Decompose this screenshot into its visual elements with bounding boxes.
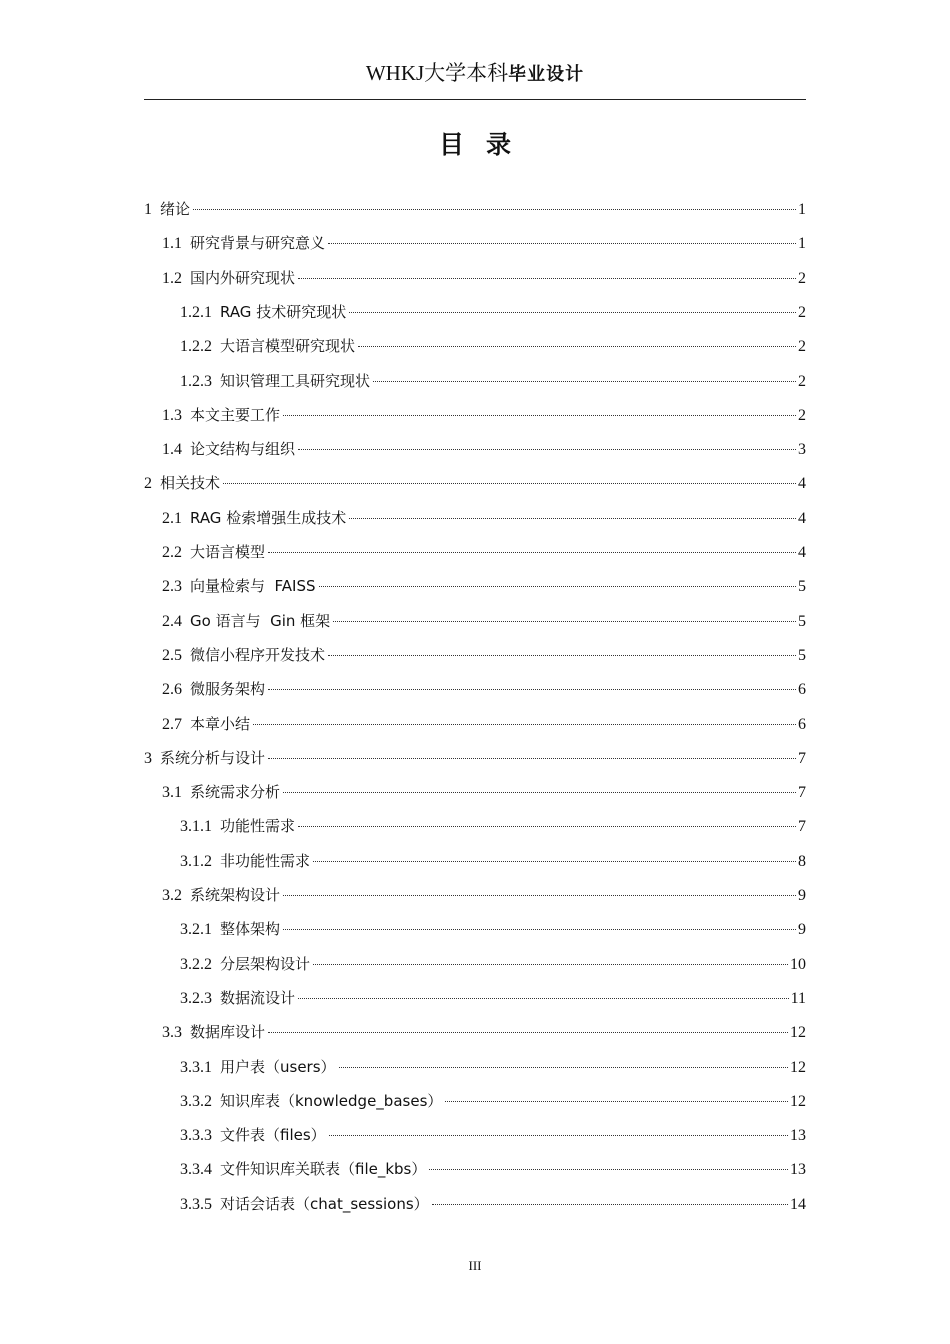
toc-entry[interactable]: [180, 1192, 806, 1216]
toc-leader-dots: [313, 964, 788, 965]
toc-entry-number: 3.3.5: [180, 1196, 212, 1213]
toc-entry-page: 12: [790, 1059, 806, 1076]
toc-entry-number: 3.3.1: [180, 1059, 212, 1076]
toc-entry-page: 11: [790, 990, 806, 1007]
toc-entry-page: 6: [798, 716, 806, 733]
toc-entry-title: 文件知识库关联表（file_kbs）: [220, 1160, 427, 1178]
toc-entry[interactable]: [180, 369, 806, 393]
header-doc-type: 毕业设计: [508, 64, 585, 85]
header-school: WHKJ大学本科: [365, 61, 509, 85]
toc-leader-dots: [429, 1169, 788, 1170]
toc-entry-number: 3: [144, 750, 152, 767]
toc-entry-title: 大语言模型: [190, 543, 266, 561]
toc-leader-dots: [283, 415, 796, 416]
toc-entry-title: 向量检索与 FAISS: [190, 577, 316, 595]
toc-leader-dots: [268, 758, 796, 759]
toc-entry[interactable]: [180, 986, 806, 1010]
toc-entry-title: 功能性需求: [220, 817, 296, 835]
toc-entry-title: 数据库设计: [190, 1023, 266, 1041]
toc-entry-page: 3: [798, 441, 806, 458]
toc-entry[interactable]: [162, 780, 806, 804]
toc-leader-dots: [268, 552, 796, 553]
toc-entry-title: 国内外研究现状: [190, 269, 296, 287]
toc-entry-number: 2.4: [162, 613, 182, 630]
toc-entry-page: 7: [798, 784, 806, 801]
toc-entry-page: 4: [798, 510, 806, 527]
toc-entry-number: 3.1.1: [180, 818, 212, 835]
toc-entry-number: 3.1.2: [180, 853, 212, 870]
toc-entry-page: 4: [798, 544, 806, 561]
toc-leader-dots: [268, 1032, 788, 1033]
toc-entry[interactable]: [180, 1123, 806, 1147]
toc-entry[interactable]: [162, 574, 806, 598]
toc-entry-title: RAG 技术研究现状: [220, 303, 347, 321]
toc-entry[interactable]: [162, 506, 806, 530]
toc-leader-dots: [328, 243, 796, 244]
toc-entry[interactable]: [162, 403, 806, 427]
toc-leader-dots: [358, 346, 796, 347]
toc-entry-page: 9: [798, 921, 806, 938]
toc-entry-title: 绪论: [160, 200, 191, 218]
toc-entry-title: 用户表（users）: [220, 1058, 336, 1076]
toc-entry[interactable]: [144, 197, 806, 221]
toc-entry-title: 整体架构: [220, 920, 281, 938]
toc-entry-page: 10: [790, 956, 806, 973]
toc-entry-page: 5: [798, 613, 806, 630]
header-rule: [144, 99, 806, 100]
toc-leader-dots: [283, 895, 796, 896]
toc-leader-dots: [313, 861, 796, 862]
toc-entry[interactable]: [162, 437, 806, 461]
toc-entry-title: 大语言模型研究现状: [220, 337, 356, 355]
toc-entry[interactable]: [144, 746, 806, 770]
toc-entry[interactable]: [180, 849, 806, 873]
toc-entry-page: 13: [790, 1127, 806, 1144]
toc-entry-number: 1.3: [162, 407, 182, 424]
toc-entry[interactable]: [180, 1089, 806, 1113]
toc-entry-page: 2: [798, 304, 806, 321]
toc-leader-dots: [193, 209, 796, 210]
toc-entry-page: 9: [798, 887, 806, 904]
toc-entry[interactable]: [180, 334, 806, 358]
toc-entry-title: 文件表（files）: [220, 1126, 326, 1144]
toc-entry-number: 1.2.2: [180, 338, 212, 355]
toc-leader-dots: [298, 449, 796, 450]
toc-leader-dots: [373, 381, 796, 382]
toc-entry[interactable]: [162, 1020, 806, 1044]
toc-leader-dots: [333, 621, 796, 622]
toc-entry-number: 3.2.3: [180, 990, 212, 1007]
toc-entry-title: 系统架构设计: [190, 886, 281, 904]
toc-entry-title: 分层架构设计: [220, 955, 311, 973]
toc-leader-dots: [283, 929, 796, 930]
toc-entry-title: 本章小结: [190, 715, 251, 733]
toc-entry-title: 论文结构与组织: [190, 440, 296, 458]
toc-entry-number: 1.4: [162, 441, 182, 458]
toc-entry[interactable]: [162, 609, 806, 633]
toc-entry-number: 3.2: [162, 887, 182, 904]
page-number: III: [468, 1258, 482, 1273]
toc-entry-page: 5: [798, 578, 806, 595]
toc-leader-dots: [298, 278, 796, 279]
toc-entry-number: 2.3: [162, 578, 182, 595]
toc-entry-title: RAG 检索增强生成技术: [190, 509, 347, 527]
toc-entry-number: 3.3.3: [180, 1127, 212, 1144]
toc-entry-number: 2.7: [162, 716, 182, 733]
toc-entry-title: 系统需求分析: [190, 783, 281, 801]
toc-entry-title: 对话会话表（chat_sessions）: [220, 1195, 429, 1213]
toc-entry-page: 12: [790, 1024, 806, 1041]
toc-entry[interactable]: [162, 643, 806, 667]
toc-entry-page: 1: [798, 235, 806, 252]
toc-entry[interactable]: [162, 677, 806, 701]
toc-entry-title: 知识库表（knowledge_bases）: [220, 1092, 443, 1110]
toc-entry-number: 3.2.1: [180, 921, 212, 938]
toc-leader-dots: [339, 1067, 788, 1068]
toc-entry-page: 5: [798, 647, 806, 664]
toc-entry-title: Go 语言与 Gin 框架: [190, 612, 331, 630]
toc-entry-number: 3.2.2: [180, 956, 212, 973]
toc-leader-dots: [268, 689, 796, 690]
toc-leader-dots: [253, 724, 796, 725]
toc-entry-title: 系统分析与设计: [160, 749, 266, 767]
toc-leader-dots: [298, 998, 789, 999]
toc-entry[interactable]: [162, 712, 806, 736]
toc-entry[interactable]: [162, 231, 806, 255]
toc-entry-page: 12: [790, 1093, 806, 1110]
toc-entry-page: 13: [790, 1161, 806, 1178]
toc-entry-number: 2.1: [162, 510, 182, 527]
toc-entry[interactable]: [180, 300, 806, 324]
toc-entry-title: 研究背景与研究意义: [190, 234, 326, 252]
toc-leader-dots: [328, 655, 796, 656]
toc-entry-number: 3.3: [162, 1024, 182, 1041]
toc-entry-title: 本文主要工作: [190, 406, 281, 424]
toc-entry-number: 2: [144, 475, 152, 492]
toc-entry[interactable]: [180, 917, 806, 941]
toc-entry-number: 2.5: [162, 647, 182, 664]
toc-leader-dots: [445, 1101, 788, 1102]
toc-entry[interactable]: [162, 266, 806, 290]
toc-entry[interactable]: [180, 1055, 806, 1079]
toc-entry-page: 8: [798, 853, 806, 870]
toc-leader-dots: [298, 826, 796, 827]
toc-entry-page: 1: [798, 201, 806, 218]
toc-entry[interactable]: [180, 814, 806, 838]
toc-entry-number: 1.2.3: [180, 373, 212, 390]
toc-entry-page: 7: [798, 750, 806, 767]
toc-entry-page: 4: [798, 475, 806, 492]
toc-entry-number: 2.6: [162, 681, 182, 698]
toc-leader-dots: [223, 483, 796, 484]
toc-entry[interactable]: [144, 471, 806, 495]
toc-entry-number: 1.1: [162, 235, 182, 252]
page-header: [0, 58, 950, 90]
toc-entry-number: 3.1: [162, 784, 182, 801]
toc-entry-title: 微服务架构: [190, 680, 266, 698]
toc-leader-dots: [349, 312, 796, 313]
toc-entry-number: 1: [144, 201, 152, 218]
toc-entry-title: 数据流设计: [220, 989, 296, 1007]
toc-leader-dots: [329, 1135, 788, 1136]
toc-entry-number: 3.3.4: [180, 1161, 212, 1178]
toc-entry-page: 2: [798, 338, 806, 355]
toc-entry-page: 2: [798, 270, 806, 287]
toc-entry[interactable]: [162, 883, 806, 907]
toc-leader-dots: [319, 586, 796, 587]
toc-entry-page: 2: [798, 407, 806, 424]
toc-entry-number: 1.2.1: [180, 304, 212, 321]
toc-entry-page: 2: [798, 373, 806, 390]
toc-entry-page: 14: [790, 1196, 806, 1213]
toc-entry[interactable]: [180, 1157, 806, 1181]
toc-entry-title: 非功能性需求: [220, 852, 311, 870]
toc-entry-number: 3.3.2: [180, 1093, 212, 1110]
toc-entry-page: 7: [798, 818, 806, 835]
toc-entry-number: 1.2: [162, 270, 182, 287]
toc-entry[interactable]: [162, 540, 806, 564]
toc-entry-title: 知识管理工具研究现状: [220, 372, 371, 390]
toc-entry-page: 6: [798, 681, 806, 698]
toc-title: 目录: [438, 130, 533, 159]
toc-entry[interactable]: [180, 952, 806, 976]
toc-entry-title: 相关技术: [160, 474, 221, 492]
toc-leader-dots: [349, 518, 796, 519]
toc-leader-dots: [432, 1204, 788, 1205]
toc-entry-title: 微信小程序开发技术: [190, 646, 326, 664]
toc-leader-dots: [283, 792, 796, 793]
toc-entry-number: 2.2: [162, 544, 182, 561]
